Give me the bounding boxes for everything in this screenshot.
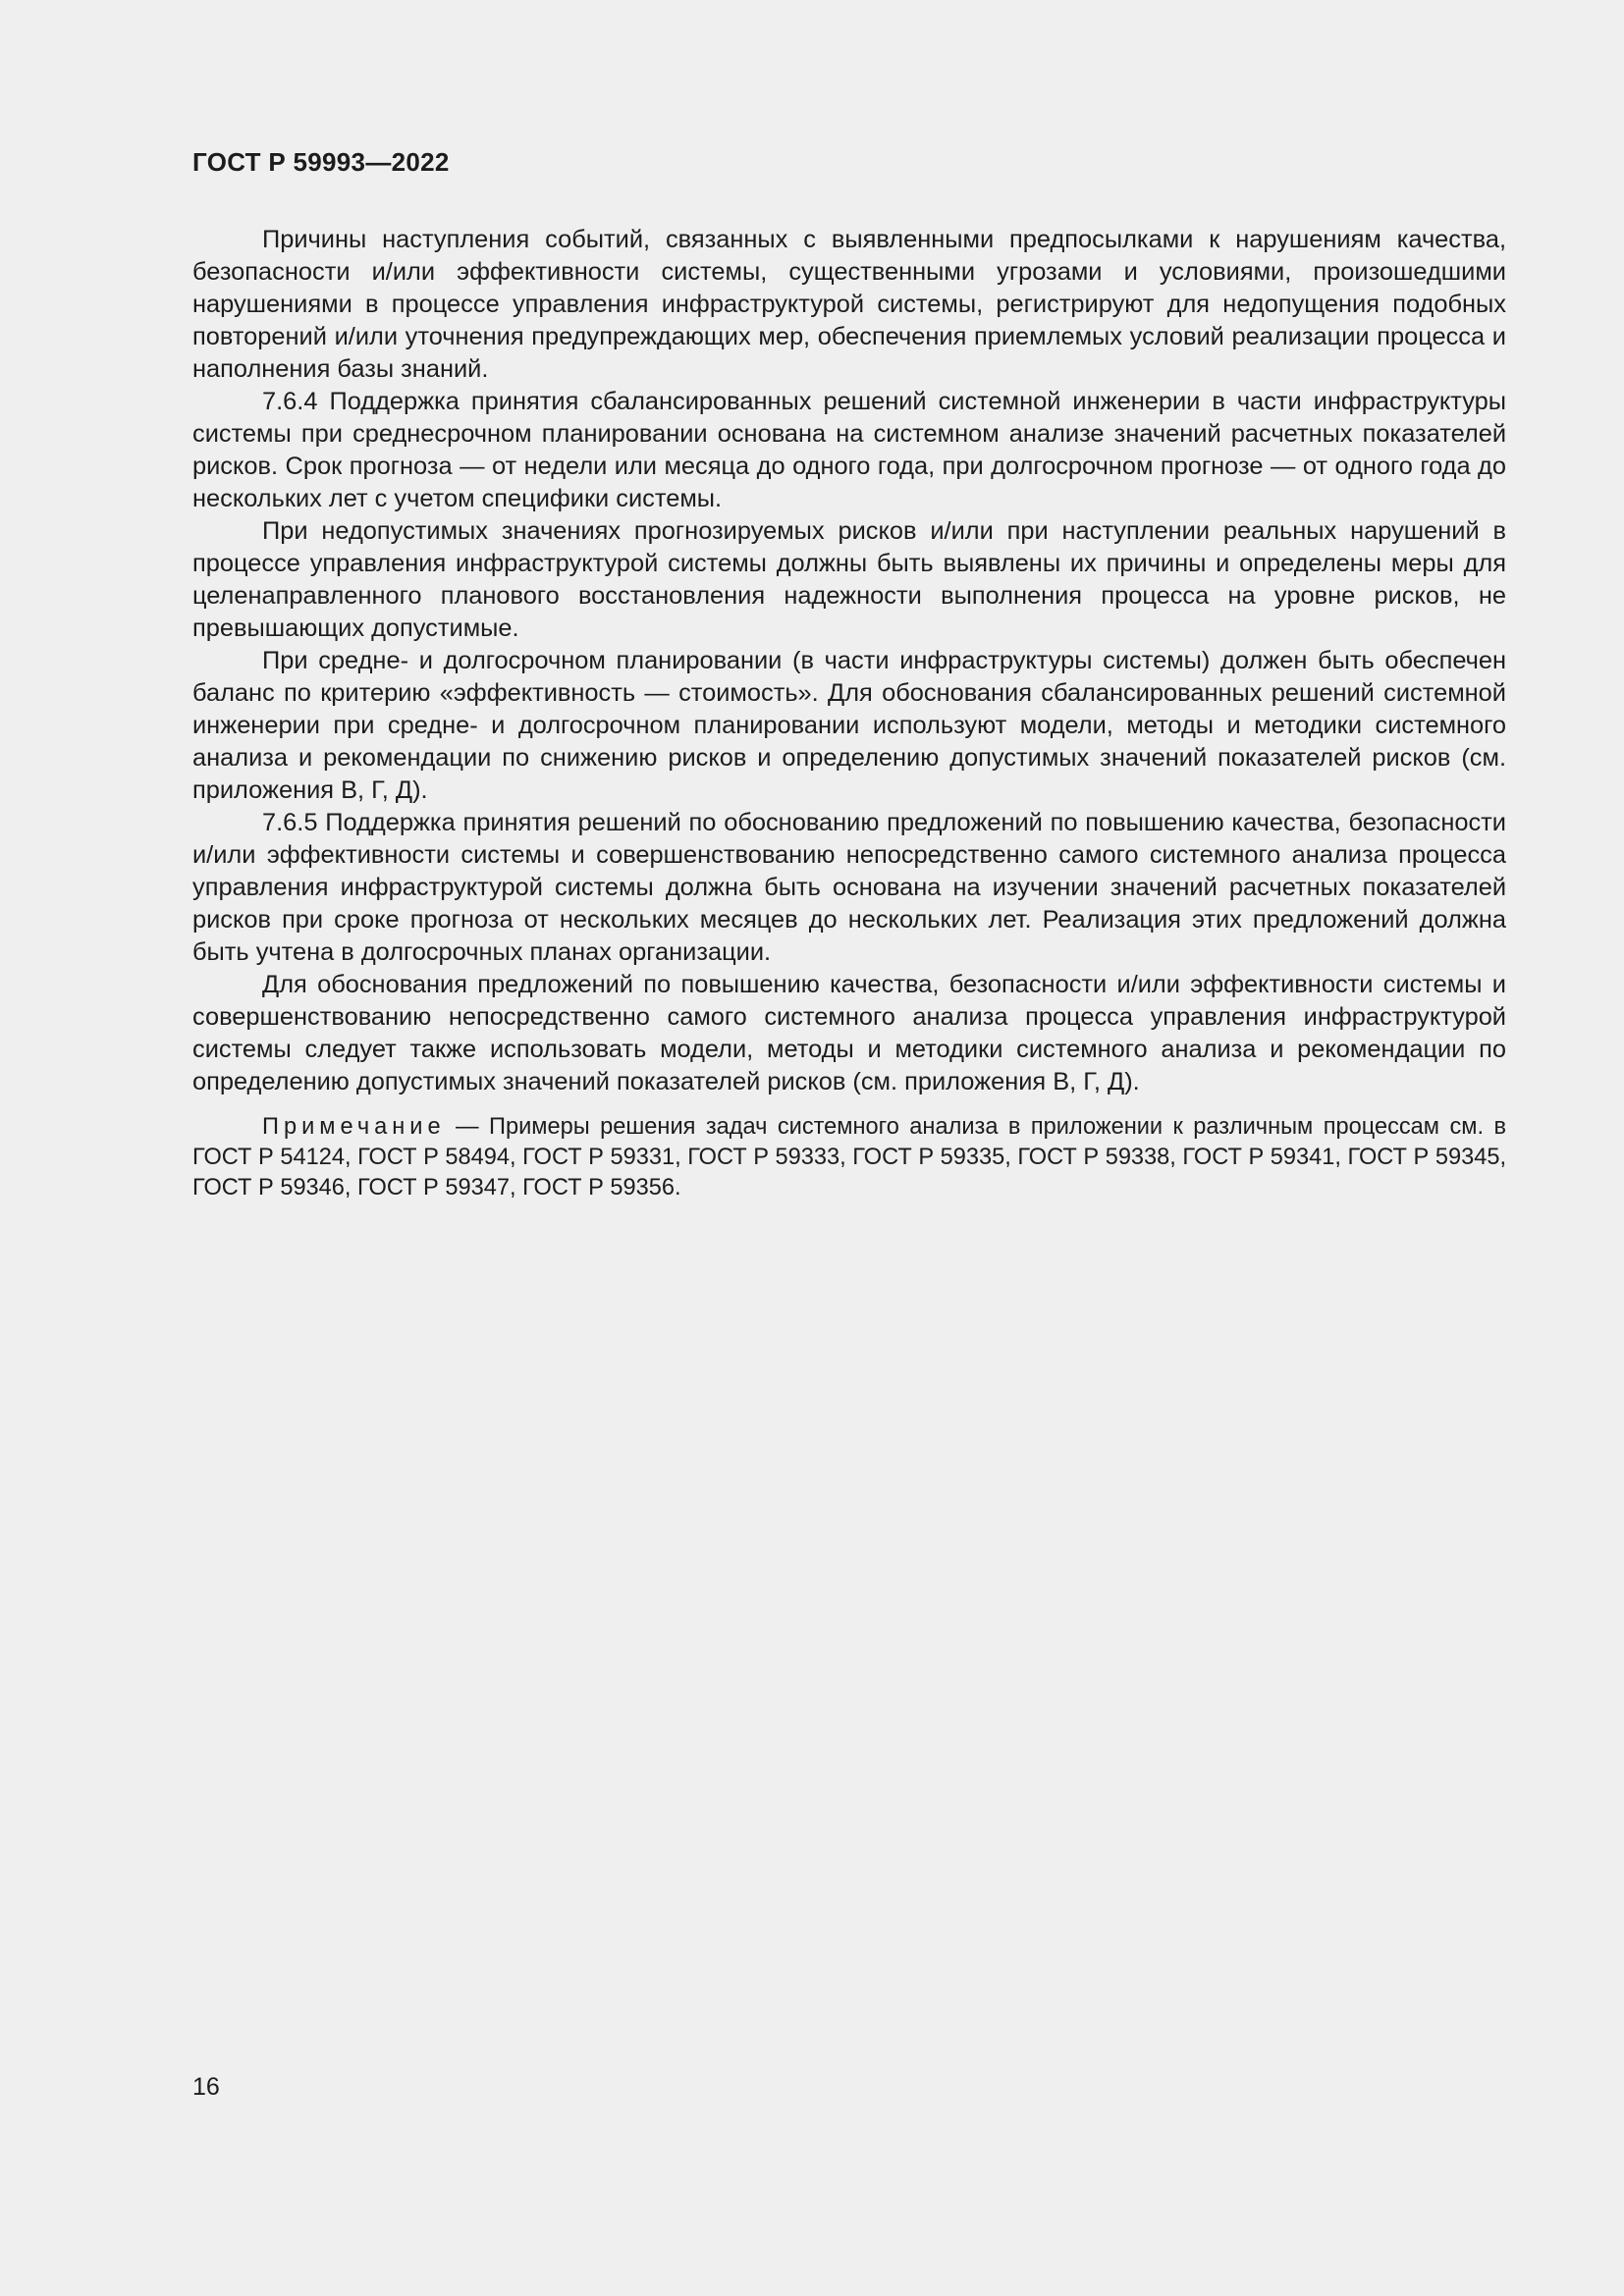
note-label: Примечание [262,1114,446,1140]
paragraph-7-6-5: 7.6.5 Поддержка принятия решений по обоснованию предложений по повышению качества, безопасности и/или эффективности системы и совершенствованию непосредственно самого системного анализа процесса управления инфраструктурой системы должна быть основана на изучении значений расчетных показателей рисков при сроке прогноза от нескольких месяцев до нескольких лет. Реализация этих предложений должна быть учтена в долгосрочных планах организации. [192,809,1506,966]
paragraph-justification-proposals: Для обоснования предложений по повышению качества, безопасности и/или эффективности системы и совершенствованию непосредственно самого системного анализа процесса управления инфраструктурой системы следует также использовать модели, методы и методики системного анализа и рекомендации по определению допустимых значений показателей рисков (см. приложения В, Г, Д). [192,971,1506,1095]
note-block [192,1112,1506,1203]
paragraph-causes-registration: Причины наступления событий, связанных с выявленными предпосылками к нарушениям качества, безопасности и/или эффективности системы, существенными угрозами и условиями, произошедшими нарушениями в процессе управления инфраструктурой системы, регистрируют для недопущения подобных повторений и/или уточнения предупреждающих мер, обеспечения приемлемых условий реализации процесса и наполнения базы знаний. [192,226,1506,383]
document-body [192,224,1506,1203]
paragraph-cost-effectiveness-balance: При средне- и долгосрочном планировании (в части инфраструктуры системы) должен быть обеспечен баланс по критерию «эффективность — стоимость». Для обоснования сбалансированных решений системной инженерии при средне- и долгосрочном планировании используют модели, методы и методики системного анализа и рекомендации по снижению рисков и определению допустимых значений показателей рисков (см. приложения В, Г, Д). [192,647,1506,804]
paragraph-7-6-4: 7.6.4 Поддержка принятия сбалансированных решений системной инженерии в части инфраструктуры системы при среднесрочном планировании основана на системном анализе значений расчетных показателей рисков. Срок прогноза — от недели или месяца до одного года, при долгосрочном прогнозе — от одного года до нескольких лет с учетом специфики системы. [192,388,1506,512]
page-number: 16 [192,2073,220,2101]
note-text: — Примеры решения задач системного анализа в приложении к различным процессам см. в ГОСТ Р 54124, ГОСТ Р 58494, ГОСТ Р 59331, ГОСТ Р 59333, ГОСТ Р 59335, ГОСТ Р 59338, ГОСТ Р 59341, ГОСТ Р 59345, ГОСТ Р 59346, ГОСТ Р 59347, ГОСТ Р 59356. [192,1114,1506,1201]
document-code-header: ГОСТ Р 59993—2022 [192,147,450,177]
paragraph-unacceptable-risks: При недопустимых значениях прогнозируемых рисков и/или при наступлении реальных нарушений в процессе управления инфраструктурой системы должны быть выявлены их причины и определены меры для целенаправленного планового восстановления надежности выполнения процесса на уровне рисков, не превышающих допустимые. [192,517,1506,642]
